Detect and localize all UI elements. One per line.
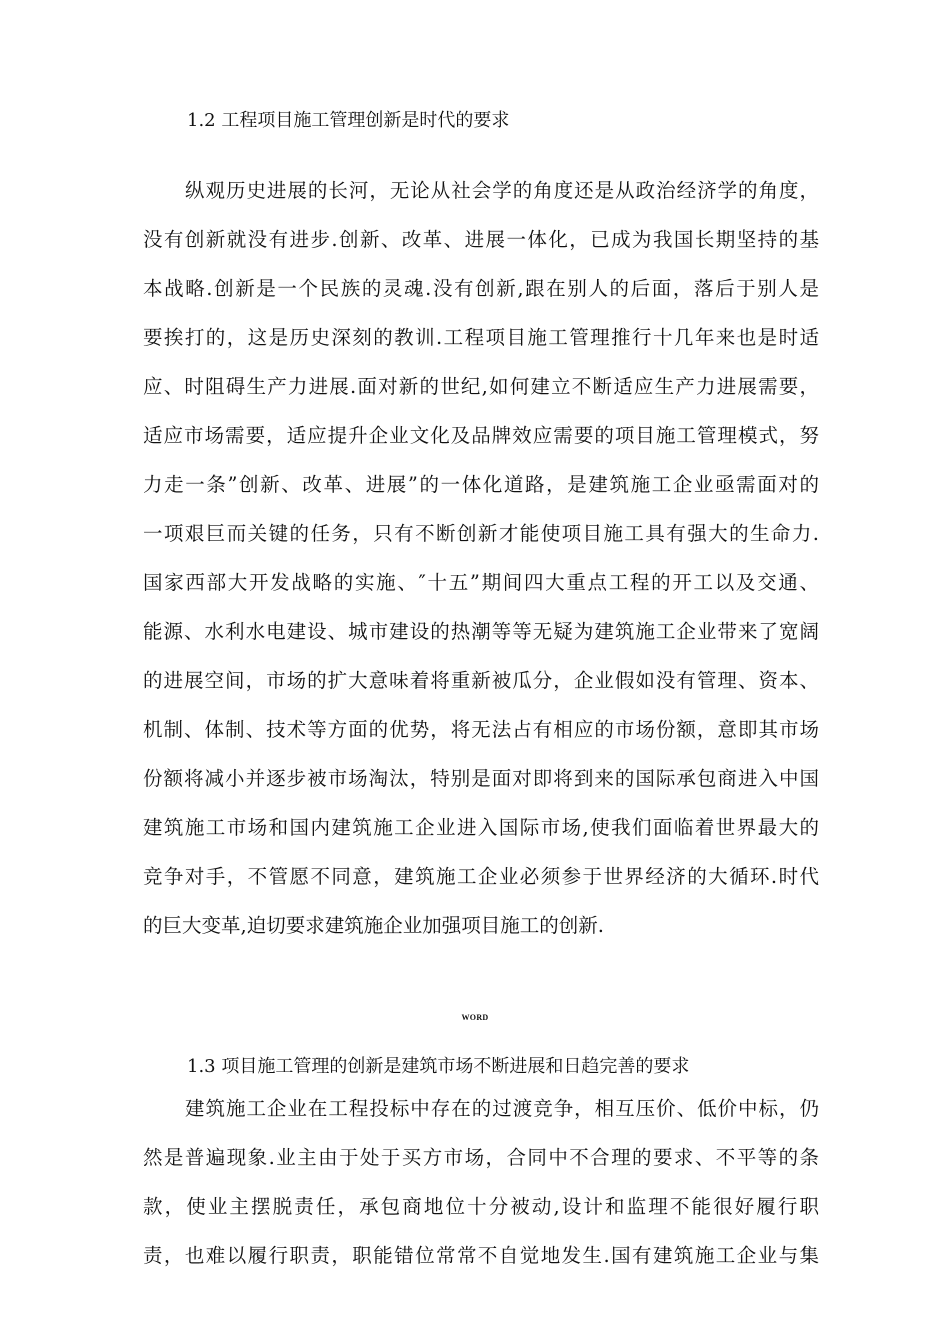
paragraph-line: 国家西部大开发战略的实施、″十五”期间四大重点工程的开工以及交通、 bbox=[143, 571, 819, 594]
paragraph-line: 没有创新就没有进步.创新、改革、进展一体化，已成为我国长期坚持的基 bbox=[143, 228, 819, 251]
paragraph-line: 应、时阻碍生产力进展.面对新的世纪,如何建立不断适应生产力进展需要， bbox=[143, 375, 819, 398]
paragraph-line: 纵观历史进展的长河，无论从社会学的角度还是从政治经济学的角度， bbox=[185, 179, 819, 202]
paragraph-line: 责，也难以履行职责，职能错位常常不自觉地发生.国有建筑施工企业与集 bbox=[143, 1244, 819, 1267]
paragraph-line: 机制、体制、技术等方面的优势，将无法占有相应的市场份额，意即其市场 bbox=[143, 718, 819, 741]
paragraph-line: 建筑施工企业在工程投标中存在的过渡竞争，相互压价、低价中标，仍 bbox=[185, 1097, 819, 1120]
section-1-3-paragraph bbox=[143, 1084, 819, 1280]
paragraph-line: 力走一条”创新、改革、进展”的一体化道路，是建筑施工企业亟需面对的 bbox=[143, 473, 819, 496]
paragraph-line: 竞争对手，不管愿不同意，建筑施工企业必须参于世界经济的大循环.时代 bbox=[143, 865, 819, 888]
paragraph-line: 能源、水利水电建设、城市建设的热潮等等无疑为建筑施工企业带来了宽阔 bbox=[143, 620, 819, 643]
word-watermark: WORD bbox=[461, 1013, 489, 1022]
paragraph-line: 适应市场需要，适应提升企业文化及品牌效应需要的项目施工管理模式，努 bbox=[143, 424, 819, 447]
section-heading-1-2: 1.2 工程项目施工管理创新是时代的要求 bbox=[187, 110, 510, 131]
section-heading-1-3: 1.3 项目施工管理的创新是建筑市场不断进展和日趋完善的要求 bbox=[187, 1056, 690, 1077]
paragraph-line: 的巨大变革,迫切要求建筑施企业加强项目施工的创新. bbox=[143, 914, 604, 937]
paragraph-line: 然是普遍现象.业主由于处于买方市场，合同中不合理的要求、不平等的条 bbox=[143, 1146, 819, 1169]
paragraph-line: 的进展空间，市场的扩大意味着将重新被瓜分，企业假如没有管理、资本、 bbox=[143, 669, 819, 692]
paragraph-line: 要挨打的，这是历史深刻的教训.工程项目施工管理推行十几年来也是时适 bbox=[143, 326, 819, 349]
paragraph-line: 份额将减小并逐步被市场淘汰，特别是面对即将到来的国际承包商进入中国 bbox=[143, 767, 819, 790]
paragraph-line: 一项艰巨而关键的任务，只有不断创新才能使项目施工具有强大的生命力. bbox=[143, 522, 819, 545]
section-1-2-paragraph bbox=[143, 166, 819, 950]
paragraph-line: 本战略.创新是一个民族的灵魂.没有创新,跟在别人的后面，落后于别人是 bbox=[143, 277, 819, 300]
paragraph-line: 建筑施工市场和国内建筑施工企业进入国际市场,使我们面临着世界最大的 bbox=[143, 816, 819, 839]
paragraph-line: 款，使业主摆脱责任，承包商地位十分被动,设计和监理不能很好履行职 bbox=[143, 1195, 819, 1218]
